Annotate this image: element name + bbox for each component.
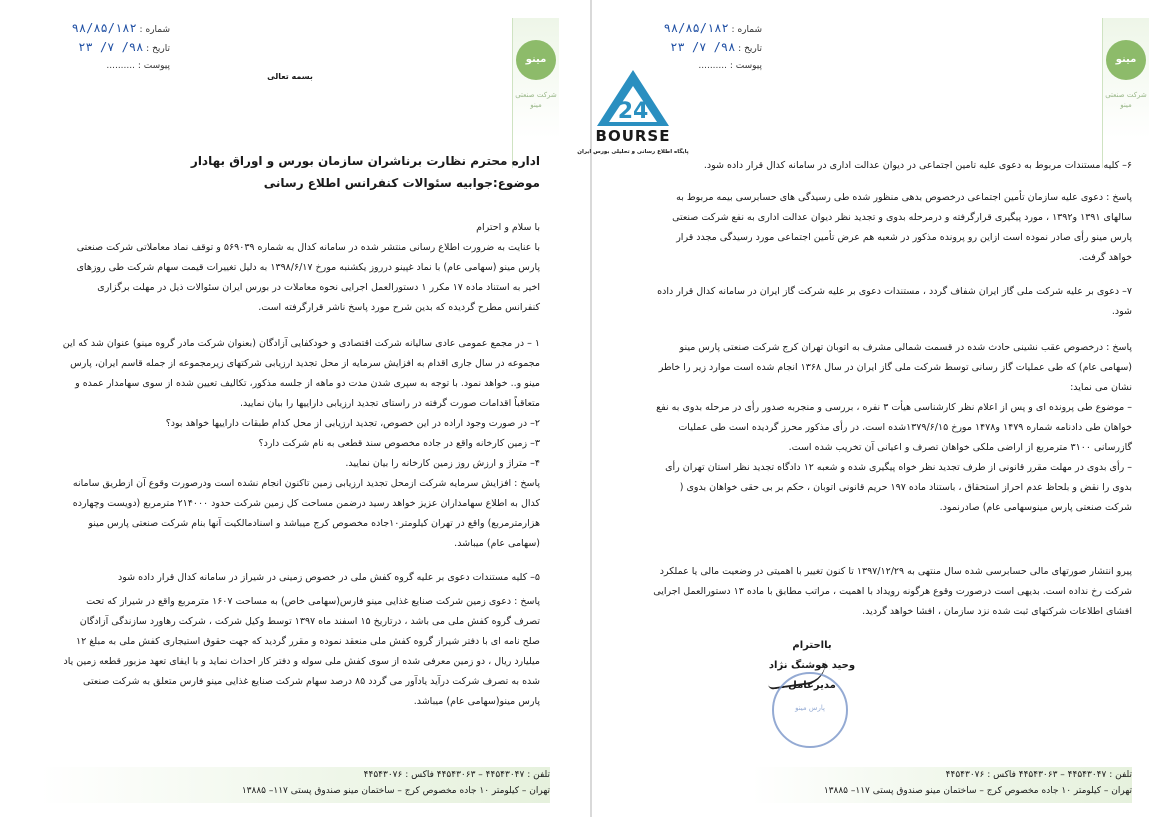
bourse-logo [577,68,689,158]
recipient: اداره محترم نظارت برناشران سازمان بورس و اوراق بهادار [190,154,540,168]
answer-1: پاسخ : افزایش سرمایه شرکت ازمحل تجدید ارزیابی زمین تاکنون انجام نشده است ودرصورت وقوع آن ازطریق سامانه کدال به اطلاع سهامداران عزیز خواهد رسید درضمن مساحت کل زمین شرکت حدود ۲۱۴۰۰۰ مترمربع (دویست وچهارده هزارمترمربع) واقع در تهران کیلومتر۱۰جاده مخصوص کرج میباشد و اسنادمالکیت آنها بنام شرکت صنعتی پارس مینو (سهامی عام) میباشد. [72,478,540,549]
greeting: با سلام و احترام [476,222,540,233]
number-value: ۹۸/۸۵/۱۸۲ [71,21,137,35]
letter-body-2 [652,156,1132,632]
intro-paragraph: با عنایت به ضرورت اطلاع رسانی منتشر شده در سامانه کدال به شماره ۵۶۹۰۳۹ و توقف نماد معاملاتی شرکت صنعتی پارس مینو (سهامی عام) با نماد غپینو درروز یکشنبه مورخ ۱۳۹۸/۶/۱۷ به دلیل تغییرات قیمت سهام شرکت طی روزهای اخیر به استناد ماده ۱۷ مکرر ۱ دستورالعمل اجرایی نحوه معاملات در بورس ایران سئوالات ذیل در مهلت برگزاری کنفرانس مطرح گردیده که بدین شرح مورد پاسخ ناشر قرارگرفته است. [76,242,540,313]
signer-title: مدیرعامل [788,680,836,691]
attachment-label: پیوست [143,61,170,71]
subject: موضوع:جوابیه سئوالات کنفرانس اطلاع رسانی [263,176,540,190]
company-logo [1102,18,1149,168]
date-value: ۹۸/ ۷/ ۲۳ [78,40,144,54]
logo-badge: مینو [516,40,556,80]
company-stamp: پارس مینو [772,672,848,748]
logo-24-mark: 24 [617,99,649,124]
logo-subtitle: شرکت صنعتی مینو [515,91,557,109]
question-2: ۲– در صورت وجود اراده در این خصوص، تجدید ارزیابی از محل کدام طبقات داراییها خواهد بود؟ [165,418,540,429]
question-3: ۳– زمین کارخانه واقع در جاده مخصوص سند قطعی به نام شرکت دارد؟ [258,438,540,449]
logo-brand: BOURSE [595,127,671,145]
answer-7-point-1: – موضوع طی پرونده ای و پس از اعلام نظر کارشناسی هیأت ۳ نفره ، بررسی و منجربه صدور رأی در مرحله بدوی به نفع خواهان طی دادنامه شماره ۱۴۷۹ و۱۴۷۸ مورخ ۱۳۷۹/۶/۱۵شده است. در رأی مذکور محرز گردیده است طی عملیات گازرسانی ۳۱۰۰ مترمربع از اراضی ملکی خواهان تصرف و اعیانی آن تخریب شده است. [656,402,1132,453]
answer-7: پاسخ : درخصوص عقب نشینی حادث شده در قسمت شمالی مشرف به اتوبان تهران کرج شرکت صنعتی پارس مینو (سهامی عام) که طی عملیات گاز رسانی توسط شرکت ملی گاز ایران در سال ۱۳۶۸ انجام شده است موارد زیر را خاطر نشان می نماید: [658,342,1132,393]
question-7: ۷– دعوی بر علیه شرکت ملی گاز ایران شفاف گردد ، مستندات دعوی بر علیه شرکت گاز ایران در سامانه کدال قرار داده شود. [657,286,1132,317]
number-label: شماره [145,25,170,35]
question-4: ۴– متراژ و ارزش روز زمین کارخانه را بیان نمایید. [345,458,540,469]
answer-5: پاسخ : دعوی زمین شرکت صنایع غذایی مینو فارس(سهامی خاص) به مساحت ۱۶۰۷ مترمربع واقع در شیراز که تحت تصرف گروه کفش ملی می باشد ، درتاریخ ۱۵ اسفند ماه ۱۳۹۷ توسط وکیل شرکت ، شرکت رهاورد سازندگی آزادگان صلح نامه ای با دفتر شیراز گروه کفش ملی منعقد نموده و مقرر گردید که جهت حقوق استیجاری کفش ملی به مبلغ ۱۲ میلیارد ریال ، دو زمین معرفی شده از سوی کفش ملی سوله و دفتر کار احداث نماید و با ایفای تعهد مزبور قطعه زمین یاد شده به تصرف شرکت درآید یادآور می گردد ۸۵ درصد سهام شرکت صنایع غذایی مینو فارس متعلق به شرکت صنعتی پارس مینو(سهامی عام) میباشد. [63,596,540,707]
footer-address: تهران – کیلومتر ۱۰ جاده مخصوص کرج – ساختمان مینو صندوق پستی ۱۱۷– ۱۳۸۸۵ [241,786,550,796]
footer-address: تهران – کیلومتر ۱۰ جاده مخصوص کرج – ساختمان مینو صندوق پستی ۱۱۷– ۱۳۸۸۵ [823,786,1132,796]
logo-badge: مینو [1106,40,1146,80]
closing-paragraph: پیرو انتشار صورتهای مالی حسابرسی شده سال منتهی به ۱۳۹۷/۱۲/۲۹ تا کنون تغییر با اهمیتی در وضعیت مالی یا عملکرد شرکت رخ نداده است. بدیهی است درصورت وقوع هرگونه رویداد با اهمیت ، مراتب مطابق با ماده ۱۳ دستورالعمل اجرایی افشای اطلاعات شرکتهای ثبت شده نزد سازمان ، افشا خواهد گردید. [653,566,1132,617]
question-1: ۱ – در مجمع عمومی عادی سالیانه شرکت اقتصادی و خودکفایی آزادگان (بعنوان شرکت مادر گروه مینو) عنوان شد که این مجموعه در سال جاری اقدام به افزایش سرمایه از محل تجدید ارزیابی شرکتهای زیرمجموعه از جمله قاسم ایران، پارس مینو و.. خواهد نمود. با توجه به سپری شدن مدت دو ماهه از جلسه مذکور، تکالیف تعیین شده از سوی سهامدار عمده و متعاقباً اقدامات صورت گرفته در راستای تجدید ارزیابی داراییها را بیان نمایید. [62,338,540,409]
date-label: تاریخ [152,44,170,54]
answer-7-point-2: – رأی بدوی در مهلت مقرر قانونی از طرف تجدید نظر خواه پیگیری شده و شعبه ۱۲ دادگاه تجدید نظر استان تهران رأی بدوی را نقض و بلحاظ عدم احراز استحقاق ، باستناد ماده ۱۹۷ حریم قانونی اتوبان ، حکم بر بی حقی خواهان بدوی ( شرکت صنعتی پارس مینوسهامی عام) صادرنمود. [665,462,1132,513]
signer-name: وحید هوشنگ نژاد [768,660,856,671]
letter-meta: شماره : ۹۸/۸۵/۱۸۲ تاریخ : ۹۸/ ۷/ ۲۳ پیوست : .......... [663,21,762,71]
letter-footer [752,767,1132,803]
number-label: شماره [737,25,762,35]
basmala: بسمه تعالی [267,72,313,81]
answer-6: پاسخ : دعوی علیه سازمان تأمین اجتماعی درخصوص بدهی منظور شده طی رسیدگی های حسابرسی بیمه مربوط به سالهای ۱۳۹۱ و۱۳۹۲ ، مورد پیگیری قرارگرفته و درمرحله بدوی و تجدید نظر دیوان عدالت اداری به نفع شرکت صنعتی پارس مینو رأی صادر نموده است ازاین رو پرونده مذکور در شعبه هم عرض تأمین اجتماعی مورد رسیدگی مجدد قرار خواهد گرفت. [672,192,1132,263]
logo-tagline: پایگاه اطلاع رسانی و تحلیلی بورس ایران [577,149,689,155]
logo-subtitle: شرکت صنعتی مینو [1105,91,1147,109]
footer-phone: تلفن : ۴۴۵۴۳۰۴۷ – ۴۴۵۴۳۰۶۳ فاکس : ۴۴۵۴۳۰۷۶ [363,770,550,780]
letter-footer [40,767,550,803]
question-6: ۶– کلیه مستندات مربوط به دعوی علیه تامین اجتماعی در دیوان عدالت اداری در سامانه کدال قرار داده شود. [703,160,1132,171]
letter-body-1 [62,218,540,722]
letter-meta: شماره : ۹۸/۸۵/۱۸۲ تاریخ : ۹۸/ ۷/ ۲۳ پیوست : .......... [71,21,170,71]
date-value: ۹۸/ ۷/ ۲۳ [670,40,736,54]
letter-heading [70,150,540,194]
attachment-label: پیوست [735,61,762,71]
question-5: ۵– کلیه مستندات دعوی بر علیه گروه کفش ملی در خصوص زمینی در شیراز در سامانه کدال قرار داده شود [118,572,540,583]
regards: بااحترام [792,640,832,651]
company-logo [512,18,559,168]
number-value: ۹۸/۸۵/۱۸۲ [663,21,729,35]
date-label: تاریخ [744,44,762,54]
footer-phone: تلفن : ۴۴۵۴۳۰۴۷ – ۴۴۵۴۳۰۶۳ فاکس : ۴۴۵۴۳۰۷۶ [945,770,1132,780]
